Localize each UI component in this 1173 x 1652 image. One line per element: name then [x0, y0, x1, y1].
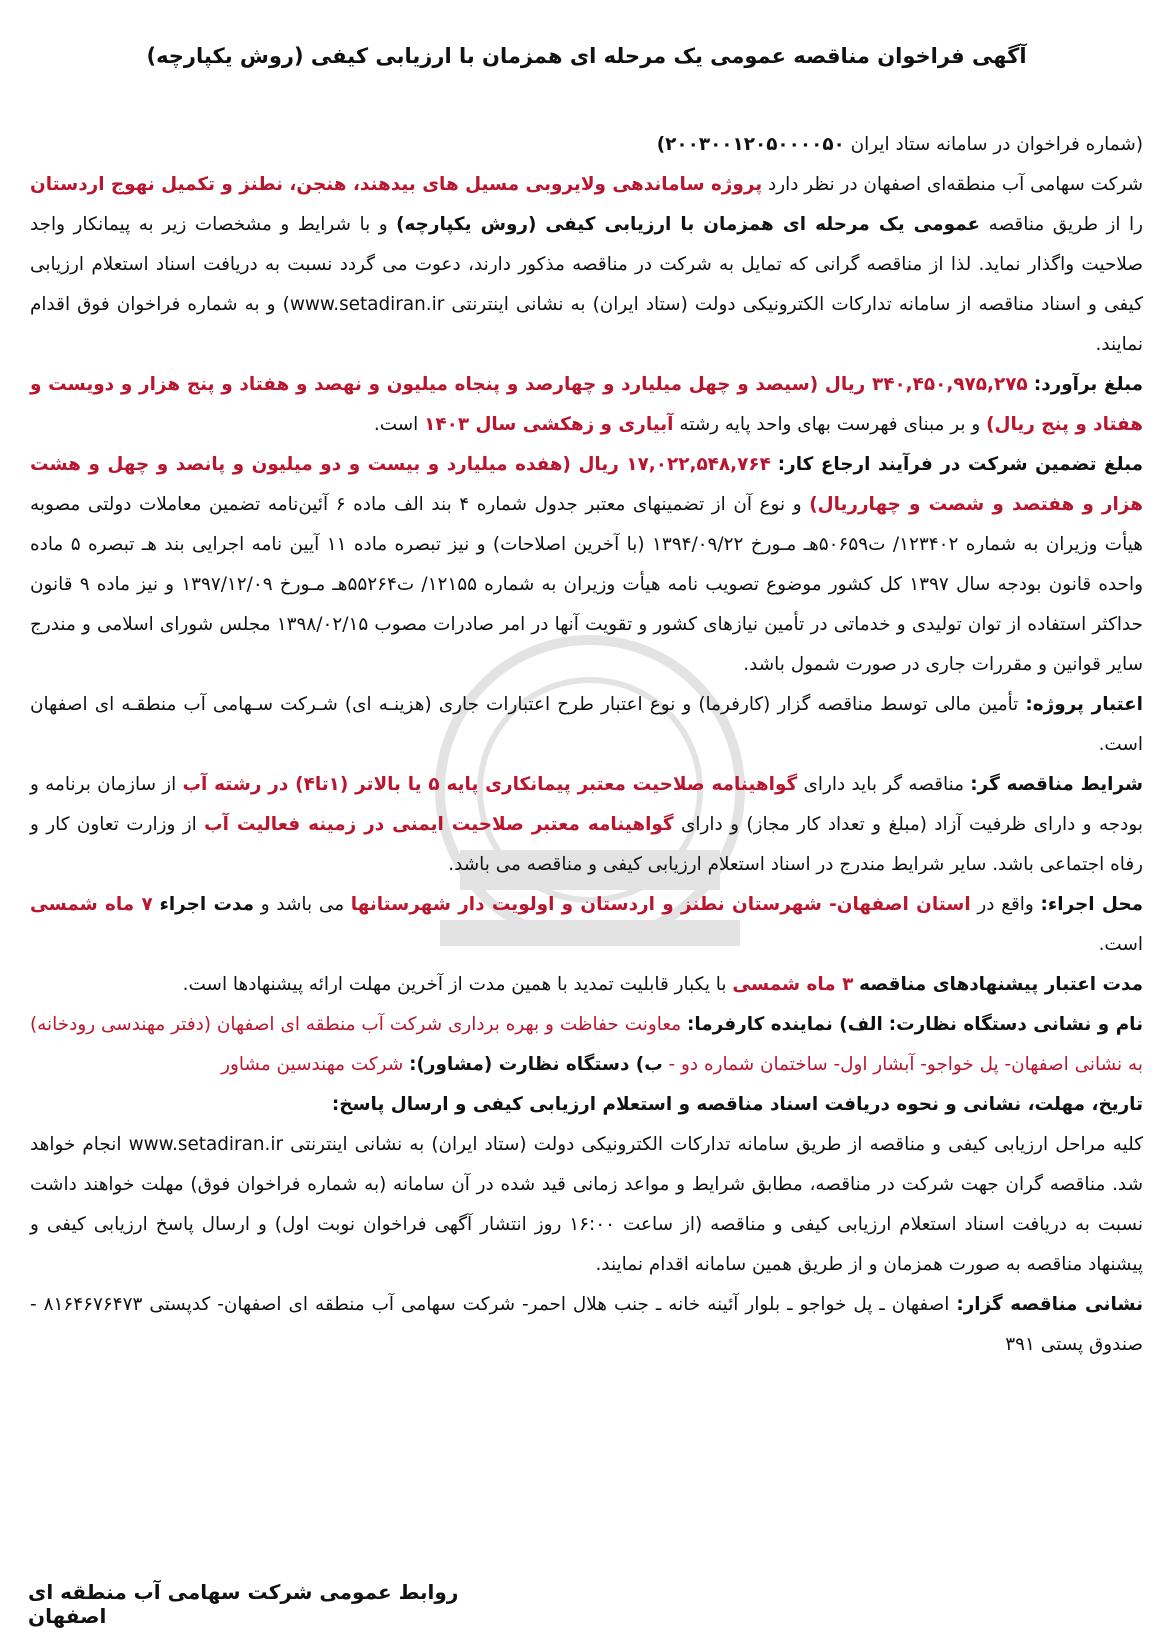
deadline-paragraph	[30, 1125, 1143, 1285]
intro-p3: و با شرایط و مشخصات زیر به پیمانکار واجد صلاحیت واگذار نماید. لذا از مناقصه گرانی که تمایل به شرکت در مناقصه مذکور دارند، دعوت می گردد نسبت به دریافت اسناد استعلام ارزیابی کیفی و اسناد مناقصه از سامانه تدارکات الکترونیکی دولت (ستاد ایران) به نشانی اینترنتی	[30, 214, 1143, 315]
supervision-label: نام و نشانی دستگاه نظارت:	[888, 1014, 1143, 1035]
tender-method: عمومی یک مرحله ای همزمان با ارزیابی کیفی (روش یکپارچه)	[396, 214, 981, 235]
location-t1: واقع در	[977, 894, 1034, 915]
estimate-text: و بر مبنای فهرست بهای واحد پایه رشته	[679, 414, 981, 435]
notice-body	[30, 125, 1143, 1365]
address-label: نشانی مناقصه گزار:	[956, 1294, 1143, 1315]
address-paragraph	[30, 1285, 1143, 1365]
intro-p4: و به شماره فراخوان فوق اقدام نمایند.	[30, 294, 1143, 355]
title-main: مناقصه عمومی یک مرحله ای همزمان با ارزیابی کیفی (روش یکپارچه)	[146, 44, 870, 68]
credit-text: تأمین مالی توسط مناقصه گزار (کارفرما) و نوع اعتبار طرح اعتبارات جاری (هزینـه ای) شـرکت سـهامی آب منطقـه ای اصفهان است.	[30, 694, 1143, 755]
call-number-text: (شماره فراخوان در سامانه ستاد ایران	[850, 134, 1143, 155]
conditions-t2: از سازمان برنامه و بودجه و دارای ظرفیت آزاد (مبلغ و تعداد کار مجاز) و دارای	[30, 774, 1143, 835]
duration-value: ۷ ماه شمسی	[30, 894, 153, 915]
credit-label: اعتبار پروژه:	[1025, 694, 1143, 715]
call-number-value: ۲۰۰۳۰۰۱۲۰۵۰۰۰۰۵۰)	[656, 134, 845, 155]
title-prefix: آگهی فراخوان	[877, 44, 1027, 68]
call-number	[30, 125, 1143, 165]
conditions-paragraph	[30, 765, 1143, 885]
footer-signature: روابط عمومی شرکت سهامی آب منطقه ای اصفهان	[28, 1580, 459, 1628]
estimate-label: مبلغ برآورد:	[1033, 374, 1143, 395]
validity-label: مدت اعتبار پیشنهادهای مناقصه	[859, 974, 1143, 995]
intro-p2: را از طریق مناقصه	[988, 214, 1143, 235]
guarantee-paragraph	[30, 445, 1143, 685]
validity-value: ۳ ماه شمسی	[732, 974, 854, 995]
location-t2: می باشد و	[260, 894, 345, 915]
address-text: اصفهان ـ پل خواجو ـ بلوار آئینه خانه ـ جنب هلال احمر- شرکت سهامی آب منطقه ای اصفهان- کدپستی ۸۱۶۴۶۷۶۴۷۳ - صندوق پستی ۳۹۱	[30, 1294, 1143, 1355]
supervision-b-text: شرکت مهندسین مشاور	[221, 1054, 404, 1075]
conditions-c2: گواهینامه معتبر صلاحیت ایمنی در زمینه فعالیت آب	[204, 814, 674, 835]
conditions-c1: گواهینامه صلاحیت معتبر پیمانکاری پایه ۵ یا بالاتر (۱تا۴) در رشته آب	[182, 774, 798, 795]
conditions-t1: مناقصه گر باید دارای	[803, 774, 964, 795]
guarantee-text: و نوع آن از تضمینهای معتبر جدول شماره ۴ بند الف ماده ۶ آئین‌نامه تضمین معاملات دولتی مصوبه هیأت وزیران به شماره ۱۲۳۴۰۲/ ت۵۰۶۵۹هـ مـورخ ۱۳۹۴/۰۹/۲۲ (با آخرین اصلاحات) و نیز تبصره ماده ۱۱ آیین نامه اجرایی بند هـ تبصره ۵ ماده واحده قانون بودجه سال ۱۳۹۷ کل کشور موضوع تصویب نامه هیأت وزیران به شماره ۱۲۱۵۵/ ت۵۵۲۶۴هـ مـورخ ۱۳۹۷/۱۲/۰۹ و نیز ماده ۹ قانون حداکثر استفاده از توان تولیدی و خدماتی در تأمین نیازهای کشور و تقویت آنها در امر صادرات مصوب ۱۳۹۸/۰۲/۱۵ مجلس شورای اسلامی و مندرج سایر قوانین و مقررات جاری در صورت شمول باشد.	[30, 494, 1144, 675]
conditions-t3: از وزارت تعاون کار و رفاه اجتماعی باشد. سایر شرایط مندرج در اسناد استعلام ارزیابی کیفی و مناقصه می باشد.	[30, 814, 1143, 875]
location-t3: است.	[1098, 934, 1143, 955]
estimate-amount: ۳۴۰,۴۵۰,۹۷۵,۲۷۵ ریال (سیصد و چهل میلیارد و چهارصد و پنجاه میلیون و نهصد و هفتاد و پنج هزار و دویست و هفتاد و پنج ریال)	[30, 374, 1143, 435]
deadline-heading: تاریخ، مهلت، نشانی و نحوه دریافت اسناد مناقصه و استعلام ارزیابی کیفی و ارسال پاسخ:	[331, 1094, 1143, 1115]
deadline-t2: انجام خواهد شد. مناقصه گران جهت شرکت در مناقصه، مطابق شرایط و مواعد زمانی قید شده در آن سامانه (به شماره فراخوان فوق) مهلت خواهند داشت نسبت به دریافت اسناد استعلام ارزیابی کیفی و مناقصه (از ساعت ۱۶:۰۰ روز انتشار آگهی فراخوان نوبت اول) و ارسال پاسخ ارزیابی کیفی و پیشنهاد مناقصه به صورت همزمان و از طریق همین سامانه اقدام نمایند.	[30, 1134, 1144, 1275]
location-label: محل اجراء:	[1040, 894, 1143, 915]
conditions-label: شرایط مناقصه گر:	[970, 774, 1143, 795]
estimate-basis: آبیاری و زهکشی سال ۱۴۰۳	[424, 414, 674, 435]
intro-paragraph	[30, 165, 1143, 365]
location-place: استان اصفهان- شهرستان نطنز و اردستان و اولویت دار شهرستانها	[350, 894, 971, 915]
estimate-paragraph	[30, 365, 1143, 445]
page-title	[60, 40, 1113, 72]
deadline-link[interactable]: www.setadiran.ir	[128, 1134, 284, 1155]
validity-paragraph	[30, 965, 1143, 1005]
project-name: پروژه ساماندهی ولایروبی مسیل های بیدهند، هنجن، نطنز و تکمیل نهوج اردستان	[30, 174, 763, 195]
setadiran-link[interactable]: (www.setadiran.ir	[282, 294, 445, 315]
guarantee-label: مبلغ تضمین شرکت در فرآیند ارجاع کار:	[777, 454, 1143, 475]
supervision-paragraph	[30, 1005, 1143, 1085]
credit-paragraph	[30, 685, 1143, 765]
guarantee-amount: ۱۷,۰۲۲,۵۴۸,۷۶۴ ریال (هفده میلیارد و بیست و دو میلیون و پانصد و چهل و هشت هزار و هفتصد و شصت و چهارریال)	[30, 454, 1143, 515]
validity-text: با یکبار قابلیت تمدید با همین مدت از آخرین مهلت ارائه پیشنهادها است.	[182, 974, 727, 995]
deadline-t1: کلیه مراحل ارزیابی کیفی و مناقصه از طریق سامانه تدارکات الکترونیکی دولت (ستاد ایران) به نشانی اینترنتی	[290, 1134, 1143, 1155]
estimate-end: است.	[373, 414, 419, 435]
supervision-a-label: الف) نماینده کارفرما:	[687, 1014, 883, 1035]
duration-label: مدت اجراء	[159, 894, 254, 915]
supervision-b-label: ب) دستگاه نظارت (مشاور):	[409, 1054, 663, 1075]
supervision-a-text: معاونت حفاظت و بهره برداری شرکت آب منطقه ای اصفهان (دفتر مهندسی رودخانه) به نشانی اصفهان- پل خواجو- آبشار اول- ساختمان شماره دو -	[30, 1014, 1143, 1075]
location-paragraph	[30, 885, 1143, 965]
intro-p1: شرکت سهامی آب منطقه‌ای اصفهان در نظر دارد	[768, 174, 1143, 195]
